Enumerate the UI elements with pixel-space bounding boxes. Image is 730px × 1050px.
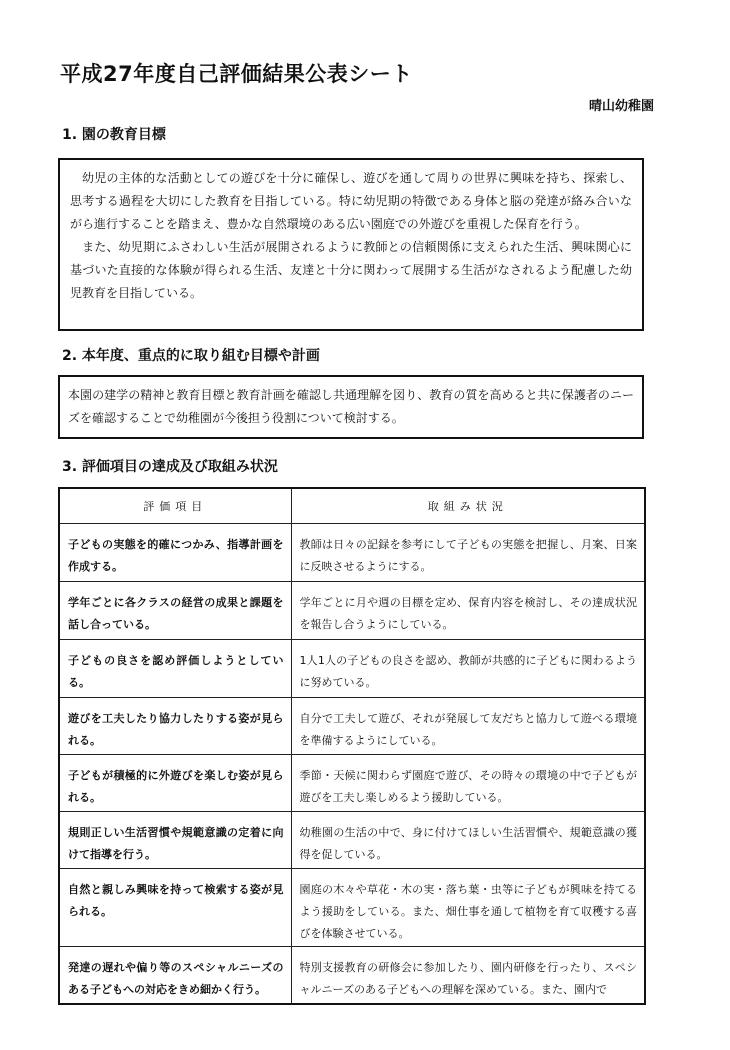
evaluation-item: 遊びを工夫したり協力したりする姿が見られる。 [59, 698, 291, 755]
evaluation-status: 園庭の木々や草花・木の実・落ち葉・虫等に子どもが興味を持てるよう援助をしている。また、畑仕事を通して植物を育て収穫する喜びを体験させている。 [291, 869, 645, 947]
education-goals-box [58, 158, 644, 331]
column-header-status: 取組み状況 [291, 488, 645, 524]
table-row [59, 698, 645, 755]
section2-heading: 2. 本年度、重点的に取り組む目標や計画 [62, 348, 320, 364]
table-row [59, 524, 645, 582]
evaluation-status: 教師は日々の記録を参考にして子どもの実態を把握し、月案、日案に反映させるようにする。 [291, 524, 645, 582]
table-header-row [59, 488, 645, 524]
table-row [59, 755, 645, 812]
education-goals-paragraph-2: また、幼児期にふさわしい生活が展開されるように教師との信頼関係に支えられた生活、興味関心に基づいた直接的な体験が得られる生活、友達と十分に関わって展開する生活がなされるよう配慮した幼児教育を目指している。 [70, 240, 632, 300]
annual-plan-text: 本園の建学の精神と教育目標と教育計画を確認し共通理解を図り、教育の質を高めると共に保護者のニーズを確認することで幼稚園が今後担う役割について検討する。 [68, 388, 634, 425]
table-row [59, 582, 645, 640]
evaluation-item: 自然と親しみ興味を持って検索する姿が見られる。 [59, 869, 291, 947]
evaluation-status: 幼稚園の生活の中で、身に付けてほしい生活習慣や、規範意識の獲得を促している。 [291, 812, 645, 869]
evaluation-item: 学年ごとに各クラスの経営の成果と課題を話し合っている。 [59, 582, 291, 640]
evaluation-item: 子どもが積極的に外遊びを楽しむ姿が見られる。 [59, 755, 291, 812]
table-row [59, 812, 645, 869]
evaluation-status: 季節・天候に関わらず園庭で遊び、その時々の環境の中で子どもが遊びを工夫し楽しめるよう援助している。 [291, 755, 645, 812]
evaluation-status: 特別支援教育の研修会に参加したり、園内研修を行ったり、スペシャルニーズのある子どもへの理解を深めている。また、園内で [291, 947, 645, 1004]
evaluation-table [58, 487, 646, 1005]
evaluation-status: 1人1人の子どもの良さを認め、教師が共感的に子どもに関わるように努めている。 [291, 640, 645, 698]
column-header-item: 評価項目 [59, 488, 291, 524]
section1-heading: 1. 園の教育目標 [62, 127, 166, 143]
evaluation-status: 学年ごとに月や週の目標を定め、保育内容を検討し、その達成状況を報告し合うようにしている。 [291, 582, 645, 640]
evaluation-status: 自分で工夫して遊び、それが発展して友だちと協力して遊べる環境を準備するようにしている。 [291, 698, 645, 755]
evaluation-item: 規則正しい生活習慣や規範意識の定着に向けて指導を行う。 [59, 812, 291, 869]
document-title: 平成27年度自己評価結果公表シート [60, 62, 413, 86]
school-name: 晴山幼稚園 [588, 99, 654, 114]
annual-plan-box [58, 375, 644, 439]
evaluation-item: 子どもの実態を的確につかみ、指導計画を作成する。 [59, 524, 291, 582]
table-row [59, 947, 645, 1004]
table-row [59, 640, 645, 698]
evaluation-item: 子どもの良さを認め評価しようとしている。 [59, 640, 291, 698]
education-goals-paragraph-1: 幼児の主体的な活動としての遊びを十分に確保し、遊びを通して周りの世界に興味を持ち、探索し、思考する過程を大切にした教育を目指している。特に幼児期の特徴である身体と脳の発達が絡み合いながら進行することを踏まえ、豊かな自然環境のある広い園庭での外遊びを重視した保育を行う。 [70, 171, 632, 231]
evaluation-item: 発達の遅れや偏り等のスペシャルニーズのある子どもへの対応をきめ細かく行う。 [59, 947, 291, 1004]
table-row [59, 869, 645, 947]
section3-heading: 3. 評価項目の達成及び取組み状況 [62, 459, 278, 475]
